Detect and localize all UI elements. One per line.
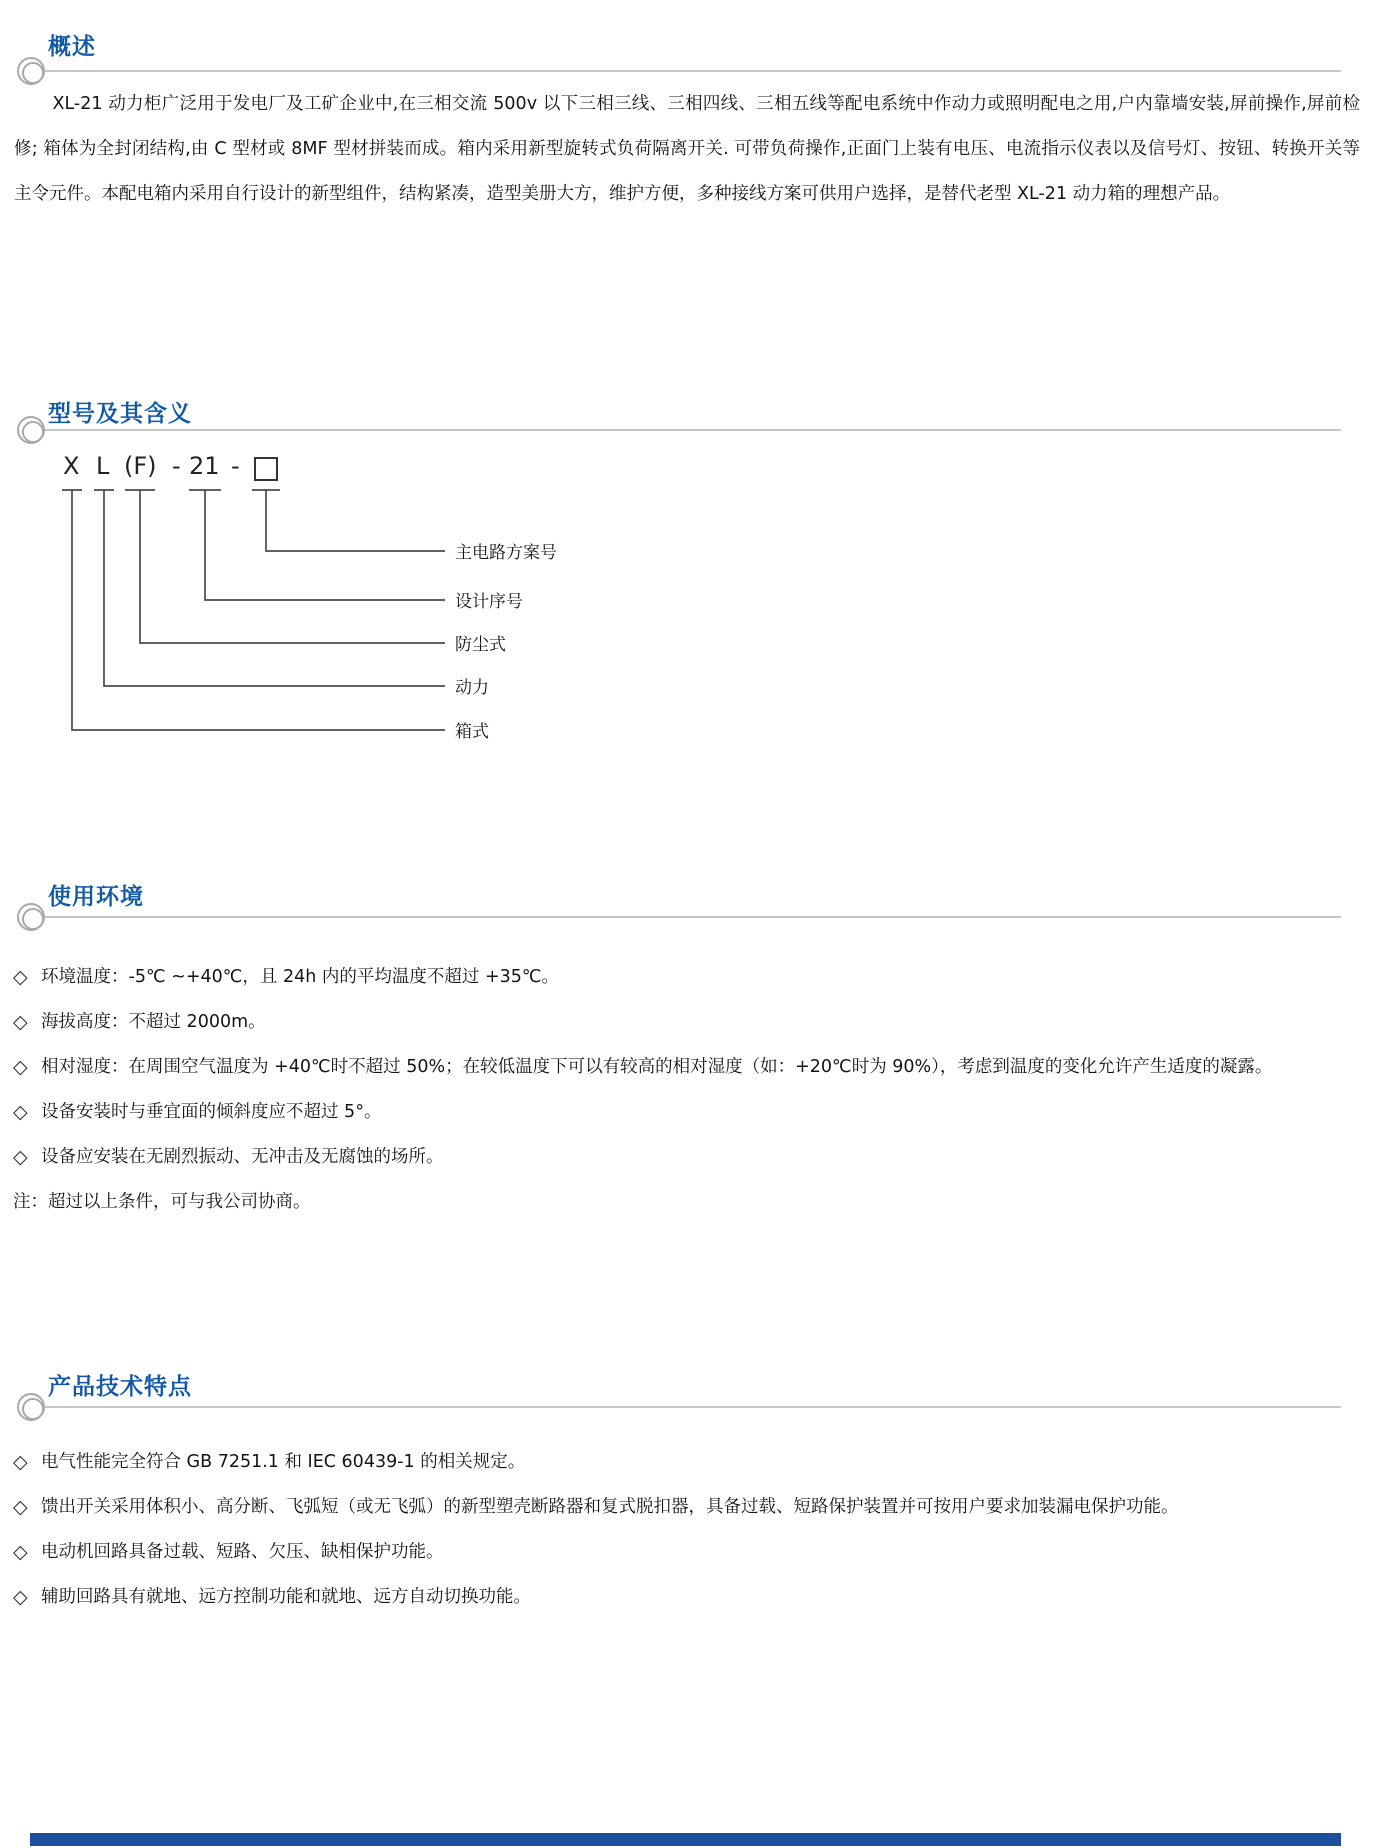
footer-accent-bar [30,1833,1341,1846]
section-divider [31,429,1341,431]
section-title-model: 型号及其含义 [48,401,192,427]
tech-item-text: 电气性能完全符合 GB 7251.1 和 IEC 60439-1 的相关规定。 [41,1452,526,1472]
list-item [13,1485,1360,1530]
usage-bullet-list [13,955,1360,1225]
section-divider [31,1406,1341,1408]
diamond-bullet-icon: ◇ [13,1586,28,1608]
list-item [13,1440,1360,1485]
list-item [13,1575,1360,1620]
model-label-dustproof: 防尘式 [455,635,506,655]
list-item [13,1090,1360,1135]
usage-note: 注：超过以上条件，可与我公司协商。 [13,1192,311,1212]
usage-item-text: 设备应安装在无剧烈振动、无冲击及无腐蚀的场所。 [41,1147,444,1167]
model-label-design-serial: 设计序号 [455,592,523,612]
usage-item-text: 海拔高度：不超过 2000m。 [41,1012,266,1032]
model-part-dash2: - [231,452,240,480]
model-label-main-circuit: 主电路方案号 [455,543,557,563]
section-title-usage: 使用环境 [48,884,144,910]
model-part-21: 21 [189,452,220,480]
overview-paragraph: XL-21 动力柜广泛用于发电厂及工矿企业中,在三相交流 500v 以下三相三线、三相四线、三相五线等配电系统中作动力或照明配电之用,户内靠墙安装,屏前操作,屏前检修; 箱体为全封闭结构,由 C 型材或 8MF 型材拼装而成。箱内采用新型旋转式负荷隔离开关. 可带负荷操作,正面门上装有电压、电流指示仪表以及信号灯、按钮、转换开关等主令元件。本配电箱内采用自行设计的新型组件，结构紧凑，造型美册大方，维护方便，多种接线方案可供用户选择，是替代老型 XL-21 动力箱的理想产品。 [14,94,1360,204]
diamond-bullet-icon: ◇ [13,1451,28,1473]
model-part-dash1: - [172,452,181,480]
section-divider [31,70,1341,72]
tech-item-text: 馈出开关采用体积小、高分断、飞弧短（或无飞弧）的新型塑壳断路器和复式脱扣器，具备过载、短路保护装置并可按用户要求加装漏电保护功能。 [41,1497,1179,1517]
section-title-tech: 产品技术特点 [48,1374,192,1400]
model-part-x: X [63,452,80,480]
list-item [13,1045,1360,1090]
tech-item-text: 辅助回路具有就地、远方控制功能和就地、远方自动切换功能。 [41,1587,531,1607]
list-item [13,955,1360,1000]
model-part-f: (F) [124,452,157,480]
tech-item-text: 电动机回路具备过载、短路、欠压、缺相保护功能。 [41,1542,444,1562]
usage-item-text: 环境温度：-5℃ ~+40℃，且 24h 内的平均温度不超过 +35℃。 [41,967,560,987]
diamond-bullet-icon: ◇ [13,966,28,988]
diamond-bullet-icon: ◇ [13,1011,28,1033]
section-ring-icon [17,1393,45,1421]
tech-bullet-list [13,1440,1360,1620]
diamond-bullet-icon: ◇ [13,1496,28,1518]
model-label-box-type: 箱式 [455,722,489,742]
model-label-power: 动力 [455,678,489,698]
section-ring-icon [17,57,45,85]
diamond-bullet-icon: ◇ [13,1056,28,1078]
section-divider [31,916,1341,918]
section-ring-icon [17,903,45,931]
usage-item-text: 设备安装时与垂宜面的倾斜度应不超过 5°。 [41,1102,382,1122]
diamond-bullet-icon: ◇ [13,1541,28,1563]
model-part-l: L [96,452,110,480]
list-item [13,1530,1360,1575]
model-connector-lines [0,440,700,750]
diamond-bullet-icon: ◇ [13,1101,28,1123]
usage-item-text: 相对湿度：在周围空气温度为 +40℃时不超过 50%；在较低温度下可以有较高的相对湿度（如：+20℃时为 90%），考虑到温度的变化允许产生适度的凝露。 [41,1057,1273,1077]
section-title-overview: 概述 [48,34,96,60]
diamond-bullet-icon: ◇ [13,1146,28,1168]
list-item [13,1135,1360,1180]
list-item [13,1000,1360,1045]
